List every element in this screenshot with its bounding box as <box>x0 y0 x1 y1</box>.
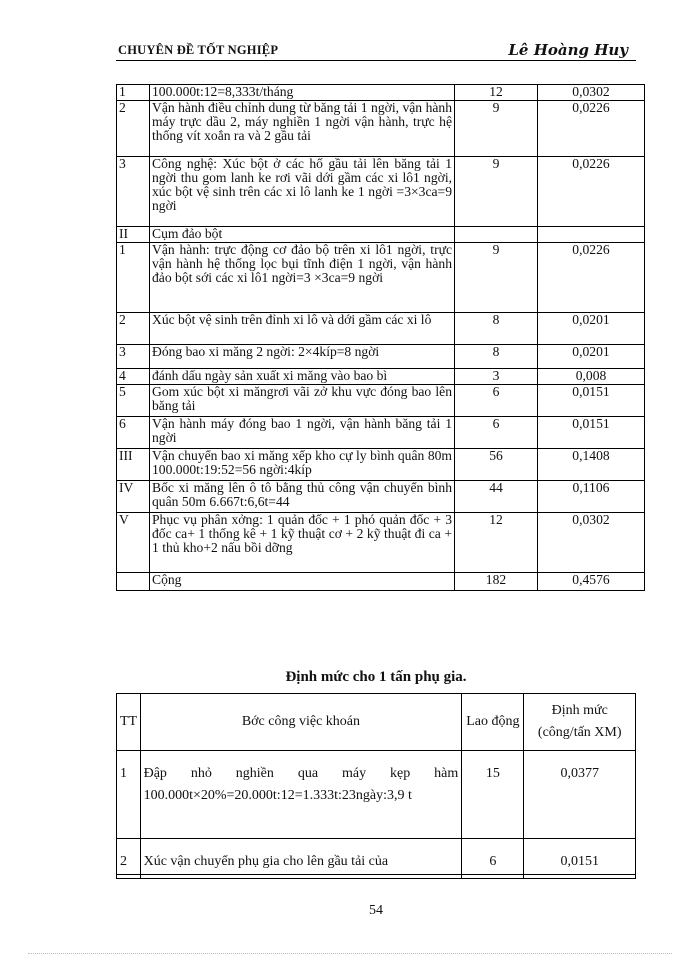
row-tt: 2 <box>117 839 141 879</box>
row-rate: 0,0226 <box>538 101 645 157</box>
row-task: đánh dấu ngày sản xuất xi măng vào bao bì <box>150 369 455 385</box>
row-rate: 0,4576 <box>538 573 645 591</box>
table-row <box>117 157 645 227</box>
row-rate: 0,0151 <box>538 417 645 449</box>
row-task: Đập nhỏ nghiền qua máy kẹp hàm 100.000t×20%=20.000t:12=1.333t:23ngày:3,9 t <box>140 751 462 839</box>
page-header <box>116 40 636 61</box>
row-task: Cụm đảo bột <box>150 227 455 243</box>
row-task: Cộng <box>150 573 455 591</box>
row-rate: 0,0151 <box>538 385 645 417</box>
table-row <box>117 449 645 481</box>
row-tt: 2 <box>117 101 150 157</box>
table-header-row <box>117 694 636 751</box>
row-rate: 0,0201 <box>538 313 645 345</box>
table-row <box>117 369 645 385</box>
header-tt: TT <box>117 694 141 751</box>
row-task: Phục vụ phân xởng: 1 quản đốc + 1 phó quản đốc + 3 đốc ca+ 1 thống kê + 1 kỹ thuật cơ + 2 kỹ thuật đi ca + 1 thủ kho+2 nấu bồi dỡng <box>150 513 455 573</box>
row-rate: 0,0377 <box>524 751 636 839</box>
row-tt: IV <box>117 481 150 513</box>
page-edge-divider <box>28 953 672 954</box>
row-labor: 6 <box>455 417 538 449</box>
row-labor: 182 <box>455 573 538 591</box>
row-task: Gom xúc bột xi măngrơi vãi zở khu vực đóng bao lên băng tải <box>150 385 455 417</box>
row-task: Vận chuyển bao xi măng xếp kho cự ly bình quân 80m 100.000t:19:52=56 ngời:4kíp <box>150 449 455 481</box>
header-task: Bớc công việc khoán <box>140 694 462 751</box>
row-rate: 0,1408 <box>538 449 645 481</box>
row-tt: 3 <box>117 345 150 369</box>
footer-rule <box>116 874 636 876</box>
header-rate-line2: (công/tấn XM) <box>537 725 622 740</box>
row-tt: 1 <box>117 85 150 101</box>
table-row <box>117 481 645 513</box>
row-tt: 3 <box>117 157 150 227</box>
row-task: Đóng bao xi măng 2 ngời: 2×4kíp=8 ngời <box>150 345 455 369</box>
row-rate: 0,0151 <box>524 839 636 879</box>
row-rate: 0,008 <box>538 369 645 385</box>
header-labor: Lao động <box>462 694 524 751</box>
section-title: Định mức cho 1 tấn phụ gia. <box>285 669 467 685</box>
row-labor: 12 <box>455 85 538 101</box>
row-task: Bốc xi măng lên ô tô bằng thủ công vận chuyển bình quân 50m 6.667t:6,6t=44 <box>150 481 455 513</box>
row-rate: 0,0201 <box>538 345 645 369</box>
row-rate: 0,0302 <box>538 513 645 573</box>
header-document-title: CHUYÊN ĐỀ TỐT NGHIỆP <box>118 43 279 57</box>
header-author-name: Lê Hoàng Huy <box>508 41 628 59</box>
table-row <box>117 227 645 243</box>
row-labor: 8 <box>455 345 538 369</box>
header-rate-line1: Định mức <box>551 703 608 718</box>
row-task: Vận hành điều chỉnh dung từ băng tải 1 ngời, vận hành máy trực dầu 2, máy nghiền 1 ngời vận hành, trực hệ thống vít xoắn ra và 2 gầu tải <box>150 101 455 157</box>
row-tt: III <box>117 449 150 481</box>
row-labor: 9 <box>455 243 538 313</box>
row-task: Công nghệ: Xúc bột ở các hố gầu tải lên băng tải 1 ngời thu gom lanh ke rơi vãi dới gầm các xi lô1 ngời, xúc bột vệ sinh trên các xi lô lanh ke 1 ngời =3×3ca=9 ngời <box>150 157 455 227</box>
header-rate <box>524 694 636 751</box>
row-task: Vận hành: trực động cơ đảo bộ trên xi lô1 ngời, trực vận hành hệ thống lọc bụi tĩnh điện 1 ngời, vận hành đảo bột sới các xi lô1 ngời=3 ×3ca=9 ngời <box>150 243 455 313</box>
row-labor: 3 <box>455 369 538 385</box>
row-rate: 0,1106 <box>538 481 645 513</box>
row-tt: 1 <box>117 243 150 313</box>
row-labor: 8 <box>455 313 538 345</box>
row-tt: 1 <box>117 751 141 839</box>
row-tt: V <box>117 513 150 573</box>
row-labor: 56 <box>455 449 538 481</box>
row-task: 100.000t:12=8,333t/tháng <box>150 85 455 101</box>
row-tt: 2 <box>117 313 150 345</box>
table-row <box>117 101 645 157</box>
row-rate <box>538 227 645 243</box>
row-labor: 15 <box>462 751 524 839</box>
row-tt: 5 <box>117 385 150 417</box>
row-tt: 4 <box>117 369 150 385</box>
row-labor: 44 <box>455 481 538 513</box>
row-rate: 0,0226 <box>538 243 645 313</box>
row-labor: 12 <box>455 513 538 573</box>
row-tt: II <box>117 227 150 243</box>
table-row <box>117 313 645 345</box>
row-rate: 0,0302 <box>538 85 645 101</box>
table-row <box>117 573 645 591</box>
table-row <box>117 385 645 417</box>
table-row <box>117 513 645 573</box>
table-row <box>117 839 636 879</box>
table-row <box>117 85 645 101</box>
table-row <box>117 417 645 449</box>
table-row <box>117 345 645 369</box>
additive-labor-norm-table <box>116 693 636 879</box>
row-labor: 6 <box>455 385 538 417</box>
row-rate: 0,0226 <box>538 157 645 227</box>
labor-norm-table-continued <box>116 84 645 591</box>
row-labor: 9 <box>455 101 538 157</box>
row-task: Xúc vận chuyển phụ gia cho lên gầu tải của <box>140 839 462 879</box>
table-row <box>117 751 636 839</box>
page-number: 54 <box>369 903 383 918</box>
row-tt <box>117 573 150 591</box>
row-task: Vận hành máy đóng bao 1 ngời, vận hành băng tải 1 ngời <box>150 417 455 449</box>
table-row <box>117 243 645 313</box>
row-labor: 6 <box>462 839 524 879</box>
row-tt: 6 <box>117 417 150 449</box>
row-labor <box>455 227 538 243</box>
row-labor: 9 <box>455 157 538 227</box>
row-task: Xúc bột vệ sinh trên đỉnh xi lô và dới gầm các xi lô <box>150 313 455 345</box>
